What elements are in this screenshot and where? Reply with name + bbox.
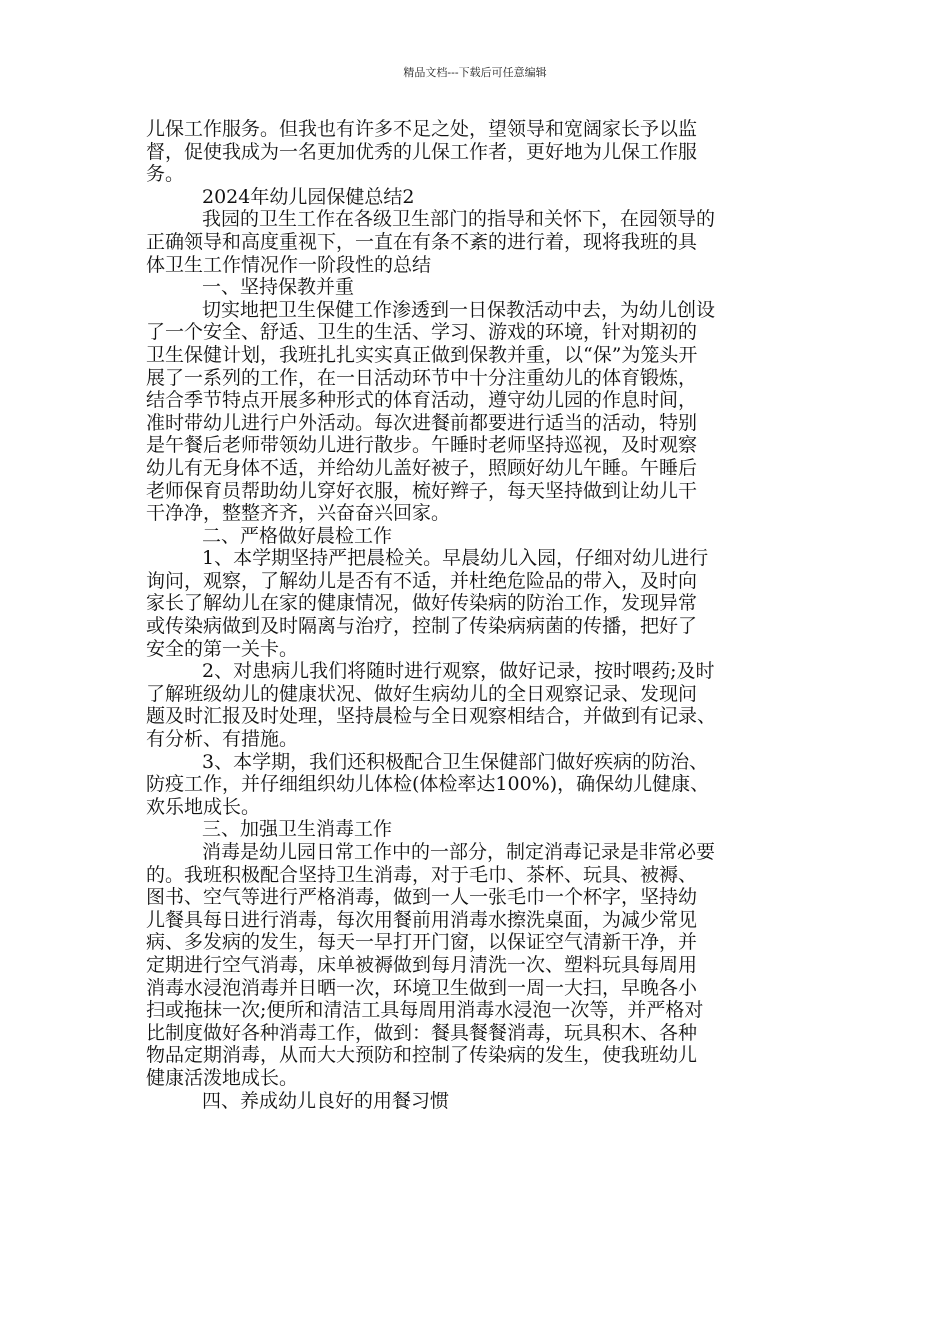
text-line: 幼儿有无身体不适，并给幼儿盖好被子，照顾好幼儿午睡。午睡后 bbox=[146, 456, 698, 479]
text-line: 题及时汇报及时处理，坚持晨检与全日观察相结合，并做到有记录、 bbox=[146, 705, 717, 728]
page-header: 精品文档---下载后可任意编辑 bbox=[403, 66, 547, 79]
text-line: 消毒是幼儿园日常工作中的一部分，制定消毒记录是非常必要 bbox=[202, 841, 716, 863]
text-line: 健康活泼地成长。 bbox=[146, 1066, 299, 1089]
text-line: 消毒水浸泡消毒并日晒一次，环境卫生做到一周一大扫，早晚各小 bbox=[146, 976, 698, 999]
text-line: 定期进行空气消毒，床单被褥做到每月清洗一次、塑料玩具每周用 bbox=[146, 953, 698, 976]
text-line: 询问，观察，了解幼儿是否有不适，并杜绝危险品的带入，及时向 bbox=[146, 569, 698, 592]
text-line: 比制度做好各种消毒工作，做到：餐具餐餐消毒，玩具积木、各种 bbox=[146, 1021, 698, 1044]
text-line: 三、加强卫生消毒工作 bbox=[202, 818, 393, 841]
text-line: 四、养成幼儿良好的用餐习惯 bbox=[202, 1089, 450, 1112]
text-line: 或传染病做到及时隔离与治疗，控制了传染病病菌的传播，把好了 bbox=[146, 615, 698, 638]
text-line: 2、对患病儿我们将随时进行观察，做好记录，按时喂药;及时 bbox=[202, 660, 715, 683]
text-line: 扫或拖抹一次;便所和清洁工具每周用消毒水浸泡一次等，并严格对 bbox=[146, 999, 704, 1022]
text-line: 卫生保健计划，我班扎扎实实真正做到保教并重，以“保”为笼头开 bbox=[146, 343, 698, 366]
document-body bbox=[146, 118, 826, 1112]
text-line: 图书、空气等进行严格消毒，做到一人一张毛巾一个杯字，坚持幼 bbox=[146, 886, 698, 909]
text-line: 安全的第一关卡。 bbox=[146, 637, 299, 660]
text-line: 老师保育员帮助幼儿穿好衣服，梳好辫子，每天坚持做到让幼儿干 bbox=[146, 479, 698, 502]
text-line: 结合季节特点开展多种形式的体育活动，遵守幼儿园的作息时间， bbox=[146, 389, 698, 412]
text-line: 切实地把卫生保健工作渗透到一日保教活动中去，为幼儿创设 bbox=[202, 298, 716, 321]
text-line: 了解班级幼儿的健康状况、做好生病幼儿的全日观察记录、发现问 bbox=[146, 682, 698, 705]
text-line: 儿餐具每日进行消毒，每次用餐前用消毒水擦洗桌面，为减少常见 bbox=[146, 908, 698, 931]
text-line: 病、多发病的发生，每天一早打开门窗，以保证空气清新干净，并 bbox=[146, 931, 698, 954]
text-line: 准时带幼儿进行户外活动。每次进餐前都要进行适当的活动，特别 bbox=[146, 411, 698, 434]
text-line: 务。 bbox=[146, 163, 185, 186]
text-line: 正确领导和高度重视下，一直在有条不紊的进行着，现将我班的具 bbox=[146, 230, 698, 253]
text-line: 防疫工作，并仔细组织幼儿体检(体检率达100%)，确保幼儿健康、 bbox=[146, 773, 710, 796]
text-line: 展了一系列的工作，在一日活动环节中十分注重幼儿的体育锻炼， bbox=[146, 366, 698, 389]
text-line: 了一个安全、舒适、卫生的生活、学习、游戏的环境，针对期初的 bbox=[146, 321, 698, 344]
text-line: 物品定期消毒，从而大大预防和控制了传染病的发生，使我班幼儿 bbox=[146, 1044, 698, 1067]
text-line: 体卫生工作情况作一阶段性的总结 bbox=[146, 253, 432, 276]
text-line: 有分析、有措施。 bbox=[146, 728, 299, 751]
text-line: 家长了解幼儿在家的健康情况，做好传染病的防治工作，发现异常 bbox=[146, 592, 698, 615]
text-line: 儿保工作服务。但我也有许多不足之处，望领导和宽阔家长予以监 bbox=[146, 118, 698, 140]
text-line: 是午餐后老师带领幼儿进行散步。午睡时老师坚持巡视，及时观察 bbox=[146, 434, 698, 457]
text-line: 一、坚持保教并重 bbox=[202, 276, 355, 299]
text-line: 欢乐地成长。 bbox=[146, 795, 261, 818]
text-line: 二、严格做好晨检工作 bbox=[202, 524, 393, 547]
text-line: 干净净，整整齐齐，兴奋奋兴回家。 bbox=[146, 502, 451, 525]
text-line: 3、本学期，我们还积极配合卫生保健部门做好疾病的防治、 bbox=[202, 750, 709, 773]
text-line: 1、本学期坚持严把晨检关。早晨幼儿入园，仔细对幼儿进行 bbox=[202, 547, 709, 570]
text-line: 2024年幼儿园保健总结2 bbox=[202, 185, 415, 208]
text-line: 我园的卫生工作在各级卫生部门的指导和关怀下，在园领导的 bbox=[202, 208, 716, 231]
text-line: 督，促使我成为一名更加优秀的儿保工作者，更好地为儿保工作服 bbox=[146, 140, 698, 163]
text-line: 的。我班积极配合坚持卫生消毒，对于毛巾、茶杯、玩具、被褥、 bbox=[146, 863, 698, 886]
